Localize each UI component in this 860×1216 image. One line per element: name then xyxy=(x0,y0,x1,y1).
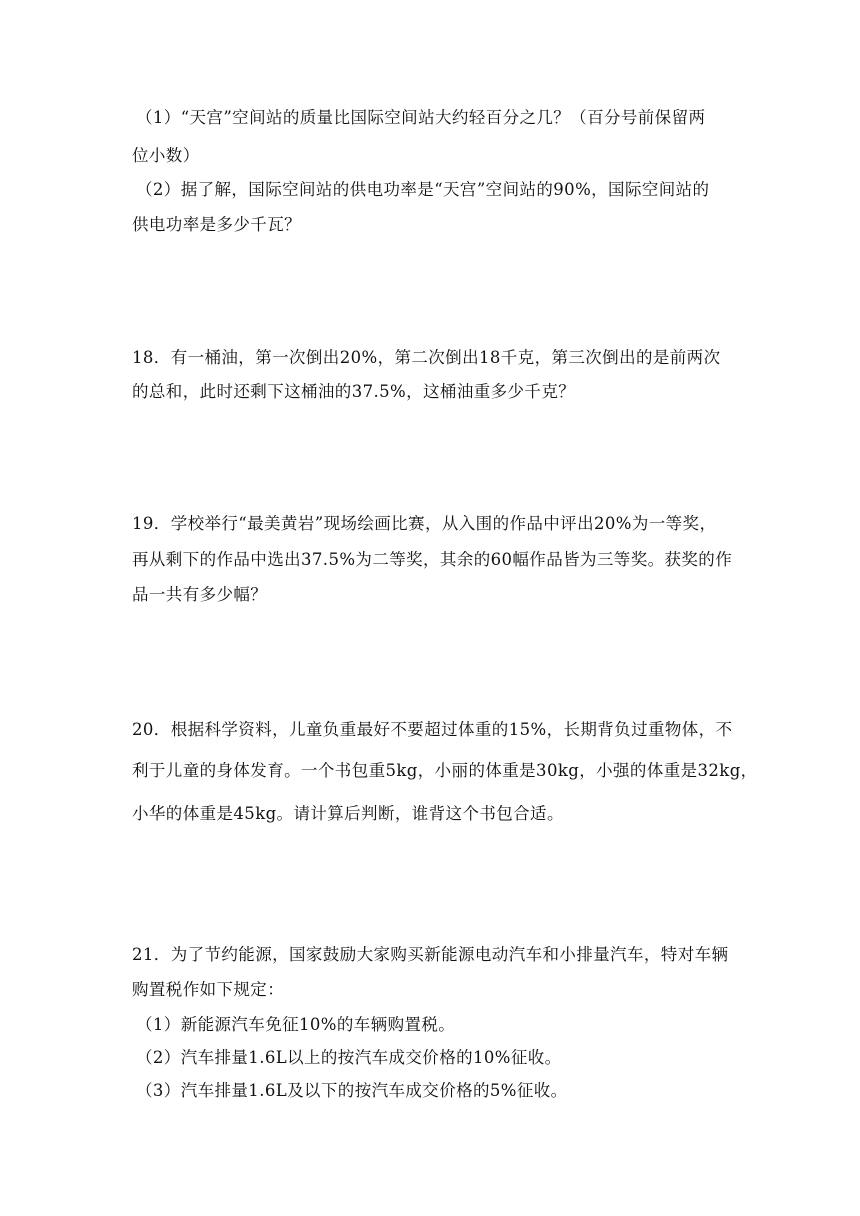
q21-rule-1: （1）新能源汽车免征10%的车辆购置税。 xyxy=(136,1015,456,1034)
q19-line-3: 品一共有多少幅？ xyxy=(132,585,268,604)
q20-line-2: 利于儿童的身体发育。一个书包重5kg，小丽的体重是30kg，小强的体重是32kg， xyxy=(132,761,758,780)
q21-line-2: 购置税作如下规定： xyxy=(132,980,285,999)
q20-line-1: 20．根据科学资料，儿童负重最好不要超过体重的15%，长期背负过重物体，不 xyxy=(132,720,733,739)
q20-line-3: 小华的体重是45kg。请计算后判断，谁背这个书包合适。 xyxy=(132,804,564,823)
q19-line-1: 19．学校举行“最美黄岩”现场绘画比赛，从入围的作品中评出20%为一等奖， xyxy=(132,514,717,533)
q17-subquestion-1-line-1: （1）“天宫”空间站的质量比国际空间站大约轻百分之几？（百分号前保留两 xyxy=(136,108,706,127)
q21-rule-2: （2）汽车排量1.6L以上的按汽车成交价格的10%征收。 xyxy=(136,1048,562,1067)
q21-line-1: 21．为了节约能源，国家鼓励大家购买新能源电动汽车和小排量汽车，特对车辆 xyxy=(132,945,729,964)
q19-line-2: 再从剩下的作品中选出37.5%为二等奖，其余的60幅作品皆为三等奖。获奖的作 xyxy=(132,550,733,569)
q17-subquestion-2-line-1: （2）据了解，国际空间站的供电功率是“天宫”空间站的90%，国际空间站的 xyxy=(136,180,710,199)
q18-line-2: 的总和，此时还剩下这桶油的37.5%，这桶油重多少千克？ xyxy=(132,382,576,401)
q21-rule-3: （3）汽车排量1.6L及以下的按汽车成交价格的5%征收。 xyxy=(136,1081,568,1100)
q17-subquestion-2-line-2: 供电功率是多少千瓦？ xyxy=(132,215,301,234)
q17-subquestion-1-line-2: 位小数） xyxy=(132,146,200,165)
q18-line-1: 18．有一桶油，第一次倒出20%，第二次倒出18千克，第三次倒出的是前两次 xyxy=(132,348,721,367)
